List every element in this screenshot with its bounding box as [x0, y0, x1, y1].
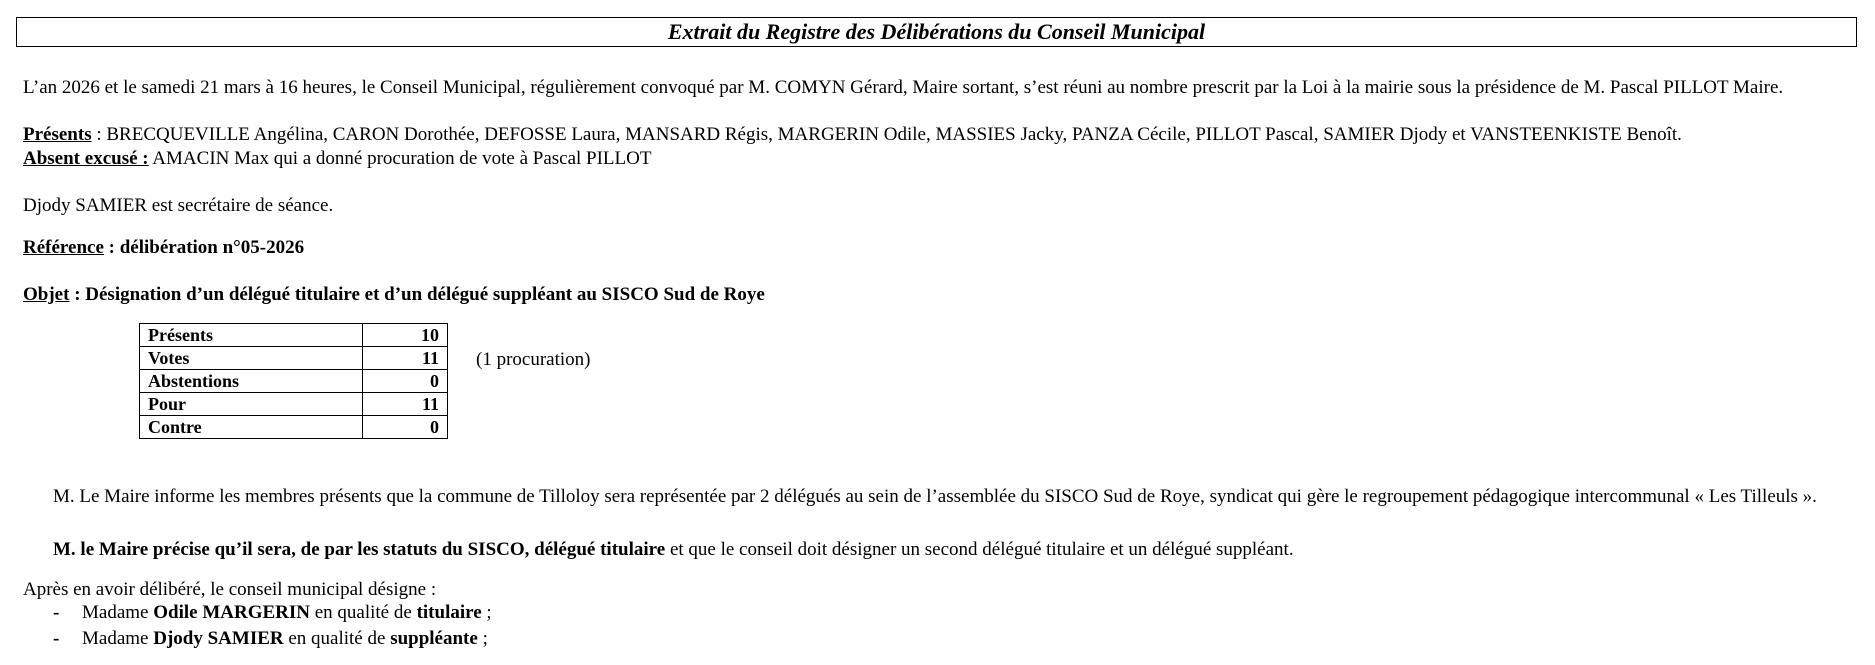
- designation-prefix: Madame: [82, 628, 154, 649]
- designation-name: Odile MARGERIN: [153, 602, 310, 623]
- objet-text: : Désignation d’un délégué titulaire et d’un délégué suppléant au SISCO Sud de Roye: [69, 284, 765, 305]
- vote-value: 10: [363, 324, 448, 347]
- designation-end: ;: [481, 602, 492, 623]
- vote-label: Présents: [140, 324, 363, 347]
- list-item: [82, 627, 488, 651]
- list-item: [82, 601, 492, 625]
- absent-line: [23, 147, 651, 171]
- table-row: [140, 393, 448, 416]
- intro-paragraph: L’an 2026 et le samedi 21 mars à 16 heures, le Conseil Municipal, régulièrement convoqué par M. COMYN Gérard, Maire sortant, s’est réuni au nombre prescrit par la Loi à la mairie sous la présidence de M. Pascal PILLOT Maire.: [23, 77, 1784, 98]
- paragraph-rest: et que le conseil doit désigner un second délégué titulaire et un délégué suppléant.: [665, 539, 1294, 560]
- vote-label: Abstentions: [140, 370, 363, 393]
- vote-label: Contre: [140, 416, 363, 439]
- paragraph-maire-precise: [53, 538, 1294, 562]
- document-title: Extrait du Registre des Délibérations du Conseil Municipal: [16, 17, 1857, 47]
- objet-line: [23, 283, 765, 307]
- reference-label: Référence: [23, 237, 104, 258]
- vote-label: Pour: [140, 393, 363, 416]
- absent-text: AMACIN Max qui a donné procuration de vote à Pascal PILLOT: [148, 148, 652, 169]
- designation-prefix: Madame: [82, 602, 154, 623]
- designation-role: titulaire: [416, 602, 482, 623]
- paragraph-maire-info: M. Le Maire informe les membres présents que la commune de Tilloloy sera représentée par 2 délégués au sein de l’assemblée du SISCO Sud de Roye, syndicat qui gère le regroupement pédagogique intercommunal « Les Tilleuls ».: [53, 486, 1817, 507]
- list-bullet: -: [53, 602, 60, 623]
- designation-end: ;: [477, 628, 488, 649]
- paragraph-bold-part: M. le Maire précise qu’il sera, de par les statuts du SISCO, délégué titulaire: [53, 539, 666, 560]
- vote-value: 11: [363, 347, 448, 370]
- objet-label: Objet: [23, 284, 70, 305]
- vote-value: 0: [363, 416, 448, 439]
- reference-line: [23, 236, 304, 260]
- presents-sep: :: [91, 124, 107, 145]
- procuration-note: (1 procuration): [476, 349, 591, 370]
- vote-label: Votes: [140, 347, 363, 370]
- designation-name: Djody SAMIER: [153, 628, 284, 649]
- votes-table: [139, 323, 448, 439]
- list-bullet: -: [53, 628, 60, 649]
- table-row: [140, 370, 448, 393]
- designation-middle: en qualité de: [309, 602, 417, 623]
- table-row: [140, 347, 448, 370]
- conclusion-line: Après en avoir délibéré, le conseil municipal désigne :: [23, 579, 437, 600]
- presents-list: BRECQUEVILLE Angélina, CARON Dorothée, DEFOSSE Laura, MANSARD Régis, MARGERIN Odile, MASSIES Jacky, PANZA Cécile, PILLOT Pascal, SAMIER Djody et VANSTEENKISTE Benoît.: [106, 124, 1682, 145]
- absent-label: Absent excusé :: [23, 148, 149, 169]
- designation-middle: en qualité de: [283, 628, 391, 649]
- presents-label: Présents: [23, 124, 92, 145]
- vote-value: 11: [363, 393, 448, 416]
- secretary-line: Djody SAMIER est secrétaire de séance.: [23, 195, 334, 216]
- designation-role: suppléante: [390, 628, 478, 649]
- table-row: [140, 324, 448, 347]
- reference-text: : délibération n°05-2026: [103, 237, 305, 258]
- presents-line: [23, 123, 1682, 147]
- table-row: [140, 416, 448, 439]
- vote-value: 0: [363, 370, 448, 393]
